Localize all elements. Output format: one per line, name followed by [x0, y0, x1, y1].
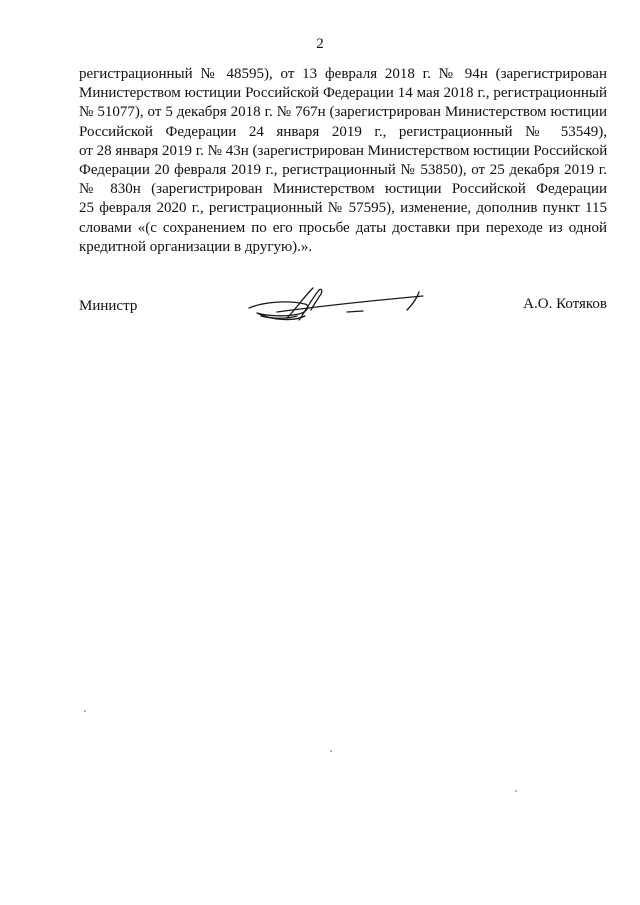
body-line-5: от 28 января 2019 г. № 43н (зарегистрирован Министерством юстиции Российской: [79, 142, 608, 159]
page-number: 2: [316, 36, 324, 52]
handwritten-signature: [247, 286, 427, 328]
body-line-10: кредитной организации в другую).».: [79, 238, 313, 255]
scan-speck: [84, 710, 86, 712]
body-line-2: Министерством юстиции Российской Федерации 14 мая 2018 г., регистрационный: [79, 85, 607, 102]
body-line-9: словами «(с сохранением по его просьбе даты доставки при переходе из одной: [79, 219, 607, 236]
scan-speck: [330, 750, 332, 752]
body-line-4: Российской Федерации 24 января 2019 г., регистрационный № 53549),: [79, 123, 607, 140]
signatory-name: А.О. Котяков: [523, 296, 607, 312]
scan-speck: [515, 790, 517, 792]
body-line-1: регистрационный № 48595), от 13 февраля 2018 г. № 94н (зарегистрирован: [79, 66, 607, 82]
document-body: [79, 65, 607, 257]
body-line-6: Федерации 20 февраля 2019 г., регистрационный № 53850), от 25 декабря 2019 г.: [79, 161, 607, 178]
body-line-3: № 51077), от 5 декабря 2018 г. № 767н (зарегистрирован Министерством юстиции: [79, 104, 607, 121]
body-line-7: № 830н (зарегистрирован Министерством юстиции Российской Федерации: [79, 181, 607, 198]
signatory-title: Министр: [79, 298, 138, 314]
body-line-8: 25 февраля 2020 г., регистрационный № 57595), изменение, дополнив пункт 115: [79, 200, 607, 217]
signature-block: [79, 292, 607, 332]
